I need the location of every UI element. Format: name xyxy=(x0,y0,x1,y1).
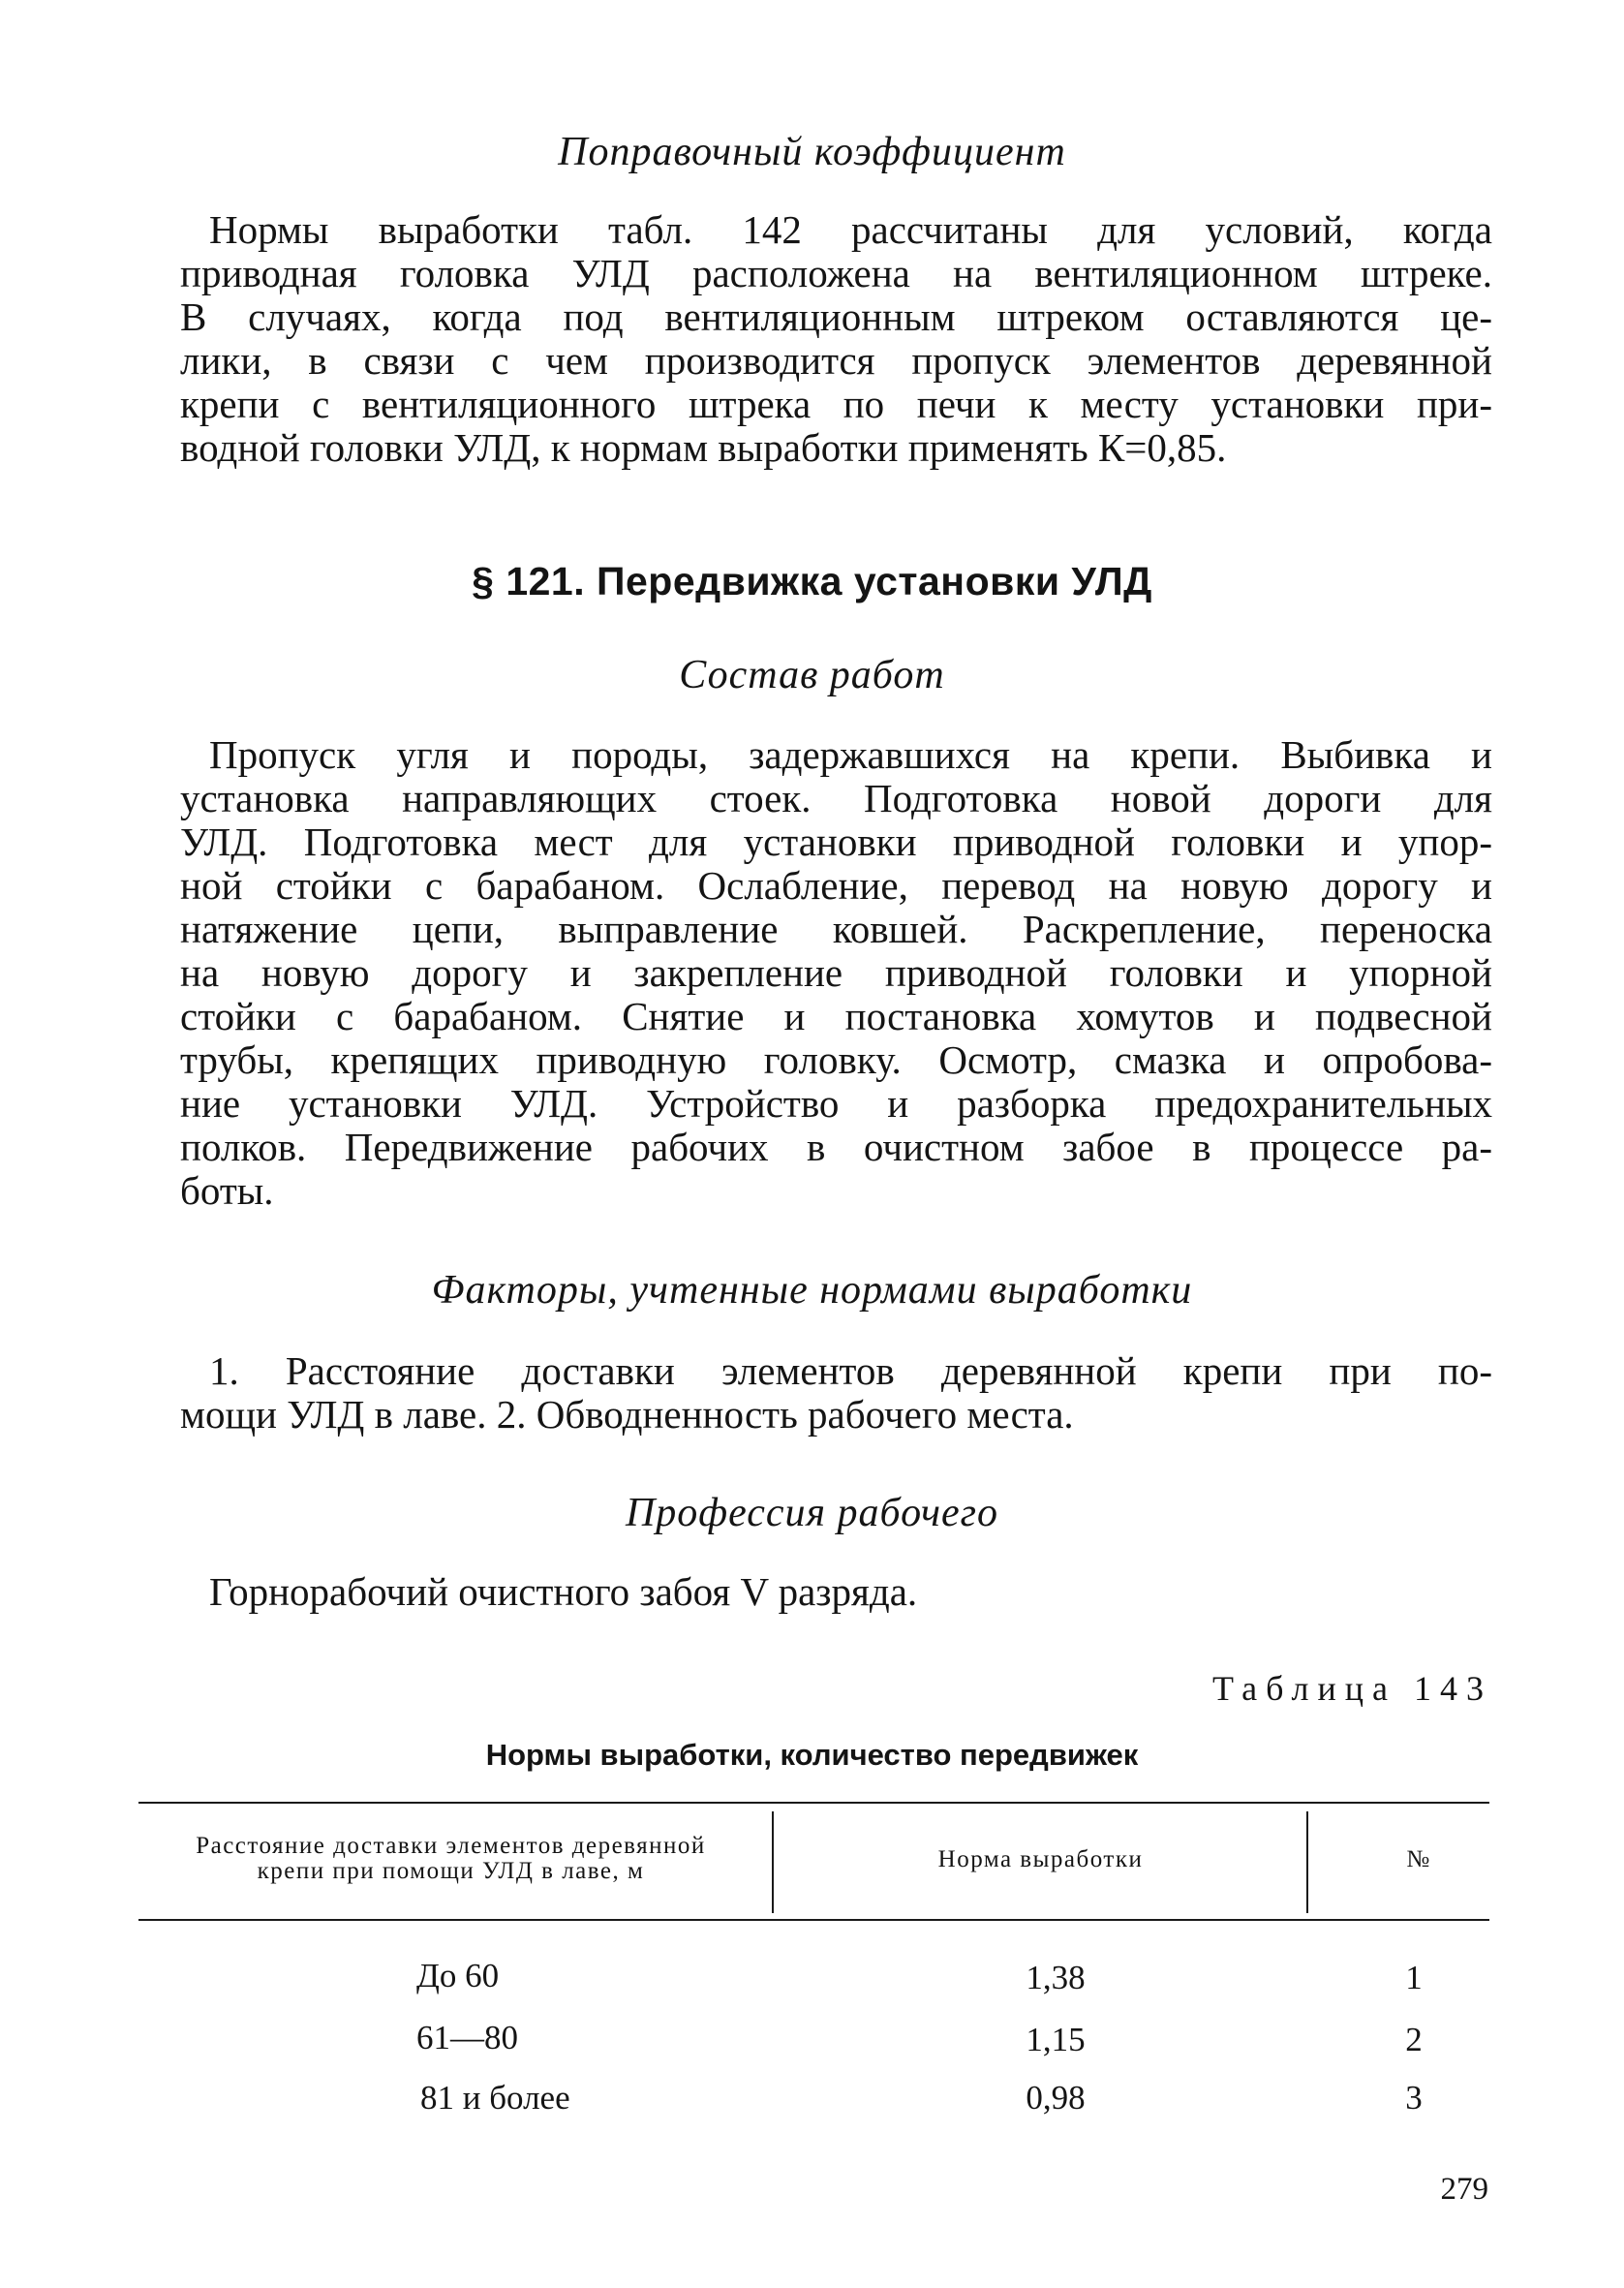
paragraph-line: УЛД. Подготовка мест для установки приводной головки и упор- xyxy=(180,819,1492,864)
paragraph-line: крепи с вентиляционного штрека по печи к месту установки при- xyxy=(180,382,1492,426)
work-composition-paragraph xyxy=(180,733,1492,1213)
paragraph-line: ние установки УЛД. Устройство и разборка предохранительных xyxy=(180,1081,1492,1126)
table-cell-norm: 0,98 xyxy=(1026,2079,1086,2117)
table-cell-distance: До 60 xyxy=(416,1957,500,1994)
work-composition-heading: Состав работ xyxy=(679,653,945,697)
paragraph-line: приводная головка УЛД расположена на вентиляционном штреке. xyxy=(180,251,1492,295)
table-cell-number: 1 xyxy=(1405,1959,1423,1996)
paragraph-line: трубы, крепящих приводную головку. Осмотр, смазка и опробова- xyxy=(180,1037,1492,1082)
table-top-rule xyxy=(138,1802,1489,1804)
table-cell-distance: 61—80 xyxy=(416,2019,518,2056)
profession-paragraph xyxy=(180,1570,1492,1614)
correction-coefficient-heading: Поправочный коэффициент xyxy=(558,130,1066,174)
paragraph-line: установка направляющих стоек. Подготовка новой дороги для xyxy=(180,776,1492,820)
table-cell-number: 3 xyxy=(1405,2079,1423,2117)
paragraph-line: полков. Передвижение рабочих в очистном забое в процессе ра- xyxy=(180,1125,1492,1169)
section-121-title: § 121. Передвижка установки УЛД xyxy=(472,559,1152,603)
factors-heading: Факторы, учтенные нормами выработки xyxy=(431,1268,1193,1313)
paragraph-line: натяжение цепи, выправление ковшей. Раскрепление, переноска xyxy=(180,907,1492,951)
table-header-rule xyxy=(138,1919,1489,1921)
table-cell-norm: 1,15 xyxy=(1026,2021,1086,2058)
table-label: Таблица 143 xyxy=(1212,1669,1492,1708)
table-caption: Нормы выработки, количество передвижек xyxy=(485,1738,1139,1772)
paragraph-line: стойки с барабаном. Снятие и постановка хомутов и подвесной xyxy=(180,994,1492,1038)
correction-coefficient-paragraph xyxy=(180,208,1492,470)
header-number: № xyxy=(1406,1846,1431,1872)
paragraph-line: Горнорабочий очистного забоя V разряда. xyxy=(209,1569,918,1614)
header-norm: Норма выработки xyxy=(937,1846,1144,1872)
paragraph-line: В случаях, когда под вентиляционным штреком оставляются це- xyxy=(180,294,1492,339)
paragraph-line: Нормы выработки табл. 142 рассчитаны для условий, когда xyxy=(209,207,1492,252)
table-column-divider xyxy=(772,1811,774,1913)
factors-paragraph xyxy=(180,1349,1492,1437)
paragraph-line: мощи УЛД в лаве. 2. Обводненность рабочего места. xyxy=(180,1392,1074,1437)
paragraph-line: водной головки УЛД, к нормам выработки применять К=0,85. xyxy=(180,425,1227,470)
header-distance-line: Расстояние доставки элементов деревянной xyxy=(196,1833,706,1859)
paragraph-line: лики, в связи с чем производится пропуск элементов деревянной xyxy=(180,338,1492,383)
paragraph-line: Пропуск угля и породы, задержавшихся на крепи. Выбивка и xyxy=(209,732,1492,777)
paragraph-line: ной стойки с барабаном. Ослабление, перевод на новую дорогу и xyxy=(180,863,1492,908)
table-cell-norm: 1,38 xyxy=(1026,1959,1086,1996)
header-distance xyxy=(134,1834,768,1884)
paragraph-line: боты. xyxy=(180,1168,274,1213)
header-distance-line: крепи при помощи УЛД в лаве, м xyxy=(257,1858,645,1884)
page-number: 279 xyxy=(1440,2172,1488,2207)
profession-heading: Профессия рабочего xyxy=(625,1491,999,1535)
table-cell-distance: 81 и более xyxy=(420,2079,570,2117)
table-cell-number: 2 xyxy=(1405,2021,1423,2058)
table-column-divider xyxy=(1306,1811,1308,1913)
paragraph-line: на новую дорогу и закрепление приводной головки и упорной xyxy=(180,950,1492,995)
paragraph-line: 1. Расстояние доставки элементов деревянной крепи при по- xyxy=(209,1348,1492,1393)
